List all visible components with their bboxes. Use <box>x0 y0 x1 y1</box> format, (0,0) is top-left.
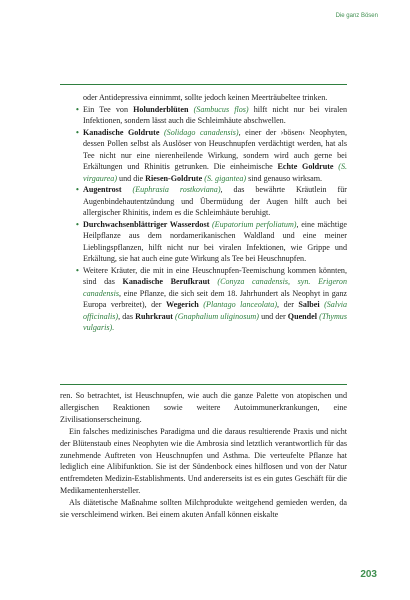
plant-name: Augentrost <box>83 185 122 194</box>
bullet-text: , einer der ›bösen‹ Neophyten, dessen Pollen selbst als Auslöser von Heuschnupfen verdächtigt werden, hat als Tee nicht nur eine nierenheilende Wirkung, sondern wird auch gerne bei Erkältungen und Rhinitis getrunken. Die einheimische <box>83 127 347 171</box>
bullet-text: Weitere Kräuter, die mit in eine Heuschnupfen-Teemischung kommen könnten, sind das <box>83 265 347 286</box>
bullet-text: und der <box>258 311 288 321</box>
bullet-text: Ein Tee von <box>83 104 134 114</box>
page-number: 203 <box>360 569 377 580</box>
botanical-name: (Euphrasia rostkoviana) <box>121 185 221 194</box>
botanical-name: (Plantago lanceolata) <box>198 300 278 309</box>
box-bullet-list <box>76 104 347 334</box>
plant-name: Holunderblüten <box>133 104 189 114</box>
box-bullet-item <box>76 104 347 127</box>
botanical-name: (Eupatorium perfoliatum) <box>209 219 297 229</box>
plant-name: Durchwachsenblättriger Wasserdost <box>83 219 210 229</box>
body-paragraph: Ein falsches medizinisches Paradigma und die daraus resultierende Praxis und nicht der Blütenstaub eines Neophyten wie die Ambrosia sind letztlich verantwortlich für das zunehmende Auftreten von Heuschnupfen und Asthma. Die verteufelte Pflanze hat lediglich eine Alibifunktion. Sie ist der Sündenbock eines hilflosen und von der Natur entfremdeten Medizin-Establishments. Und andererseits ist es ein gutes Geschäft für die Medikamentenhersteller. <box>60 426 347 496</box>
herbal-tips-box <box>76 92 347 334</box>
bullet-text: , eine Pflanze, die sich seit dem 18. Jahrhundert als Neophyt in ganz Europa verbreitet), der <box>83 288 347 309</box>
bullet-text: , das bewährte Kräutlein für Augenbindehautentzündung und Übermüdung der Augen hilft auch bei allergischer Rhinitis, indem es die Schleimhäute beruhigt. <box>83 185 347 217</box>
box-bullet-item <box>76 265 347 334</box>
botanical-name: (Sambucus flos) <box>188 104 249 114</box>
plant-name: Riesen-Goldrute <box>145 173 203 183</box>
body-text <box>60 390 347 521</box>
body-paragraph: ren. So betrachtet, ist Heuschnupfen, wie auch die ganze Palette von atopischen und allergischen Reaktionen sowie weitere Autoimmunerkrankungen, eine Zivilisationserscheinung. <box>60 391 347 424</box>
botanical-name: (S. gigantea) <box>202 173 247 183</box>
bullet-icon: • <box>76 185 79 194</box>
bullet-text: hilft nicht nur bei viralen Infektionen, sondern lässt auch die Schleimhäute abschwellen. <box>83 104 347 125</box>
body-paragraph: Als diätetische Maßnahme sollten Milchprodukte weitgehend gemieden werden, da sie verschleimend wirken. Bei einem akuten Anfall können eiskalte <box>60 498 347 520</box>
bullet-text: sind genauso wirksam. <box>246 173 323 183</box>
botanical-name: (S. virgaurea) <box>83 162 348 183</box>
plant-name: Echte Goldrute <box>277 162 334 171</box>
plant-name: Kanadische Berufkraut <box>122 277 210 286</box>
box-bullet-item <box>76 184 347 219</box>
bullet-text: , das <box>118 311 136 321</box>
bullet-text: , der <box>277 300 299 309</box>
plant-name: Quendel <box>287 311 318 321</box>
box-top-rule <box>60 84 347 85</box>
box-bullet-item <box>76 219 347 265</box>
botanical-name: (Salvia officinalis) <box>83 300 347 321</box>
box-bottom-rule <box>60 384 347 385</box>
plant-name: Wegerich <box>165 300 199 309</box>
plant-name: Salbei <box>298 300 320 309</box>
running-head: Die ganz Bösen <box>335 13 378 19</box>
bullet-icon: • <box>76 219 79 229</box>
botanical-name: (Solidago canadensis) <box>159 127 239 137</box>
bullet-icon: • <box>76 127 79 137</box>
bullet-icon: • <box>76 265 79 275</box>
plant-name: Ruhrkraut <box>135 311 173 321</box>
botanical-name: (Gnaphalium uliginosum) <box>172 311 259 321</box>
botanical-name: (Thymus vulgaris). <box>83 311 348 332</box>
bullet-text: und die <box>117 173 146 183</box>
box-bullet-item <box>76 127 347 185</box>
bullet-icon: • <box>76 104 79 114</box>
botanical-name: (Conyza canadensis, syn. Erigeron canadensis <box>83 277 347 298</box>
bullet-text: , eine mächtige Heilpflanze aus dem nordamerikanischen Waldland und eine meiner Lieblingspflanzen, hilft nicht nur bei viralen Infektionen, wie Grippe und Erkältung, sie hat auch eine gute Wirkung als Tee bei Heuschnupfen. <box>83 219 347 263</box>
box-continuation-text: oder Antidepressiva einnimmt, sollte jedoch keinen Meerträubeltee trinken. <box>83 93 328 102</box>
plant-name: Kanadische Goldrute <box>83 127 160 137</box>
